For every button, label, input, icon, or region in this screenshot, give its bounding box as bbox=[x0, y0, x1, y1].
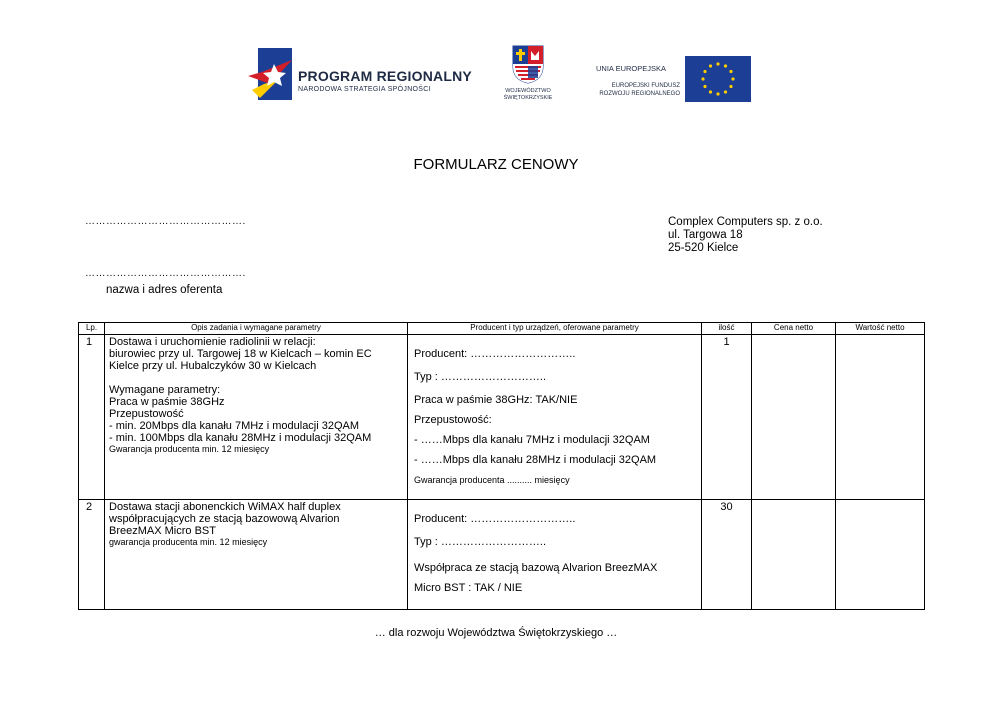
warranty-field[interactable]: Gwarancja producenta .......... miesięcy bbox=[414, 475, 570, 485]
row-producent bbox=[408, 500, 702, 610]
row-cena[interactable] bbox=[752, 335, 836, 500]
recipient-street: ul. Targowa 18 bbox=[668, 229, 743, 241]
opis-line: biurowiec przy ul. Targowej 18 w Kielcach – komin EC bbox=[109, 348, 372, 360]
program-regionalny-logo bbox=[248, 46, 488, 106]
eu-fund-name bbox=[590, 82, 680, 98]
opis-line: gwarancja producenta min. 12 miesięcy bbox=[109, 537, 268, 547]
program-subtitle: NARODOWA STRATEGIA SPÓJNOŚCI bbox=[298, 86, 431, 93]
eu-fund-line-2: ROZWOJU REGIONALNEGO bbox=[599, 91, 680, 97]
recipient-name: Complex Computers sp. z o.o. bbox=[668, 216, 823, 228]
compat-line: Współpraca ze stacją bazową Alvarion BreezMAX bbox=[414, 562, 658, 574]
row-wartosc[interactable] bbox=[836, 335, 925, 500]
region-line-2: ŚWIĘTOKRZYSKIE bbox=[503, 95, 553, 101]
oferent-label: nazwa i adres oferenta bbox=[106, 284, 223, 296]
header-opis: Opis zadania i wymagane parametry bbox=[105, 323, 408, 335]
row-producent bbox=[408, 335, 702, 500]
row-ilosc: 30 bbox=[702, 500, 752, 610]
header-producent: Producent i typ urządzeń, oferowane parametry bbox=[408, 323, 702, 335]
header-lp: Lp. bbox=[79, 323, 105, 335]
opis-line: Kielce przy ul. Hubalczyków 30 w Kielcach bbox=[109, 360, 317, 372]
oferent-address-line: ………………………………………. bbox=[85, 268, 246, 279]
eu-logo bbox=[582, 56, 752, 106]
header-wartosc: Wartość netto bbox=[836, 323, 925, 335]
eu-flag-icon bbox=[685, 56, 751, 102]
typ-field[interactable]: Typ : ……………………….. bbox=[414, 536, 547, 548]
row-opis bbox=[105, 500, 408, 610]
opis-line: - min. 100Mbps dla kanału 28MHz i modulacji 32QAM bbox=[109, 432, 372, 444]
opis-line: Gwarancja producenta min. 12 miesięcy bbox=[109, 444, 270, 454]
table-row bbox=[79, 500, 925, 610]
band-field[interactable]: Praca w paśmie 38GHz: TAK/NIE bbox=[414, 394, 578, 406]
throughput-label: Przepustowość: bbox=[414, 414, 492, 426]
row-cena[interactable] bbox=[752, 500, 836, 610]
opis-line: Przepustowość bbox=[109, 408, 184, 420]
header-cena: Cena netto bbox=[752, 323, 836, 335]
table-header-row bbox=[79, 323, 925, 335]
opis-line: - min. 20Mbps dla kanału 7MHz i modulacji 32QAM bbox=[109, 420, 360, 432]
price-table bbox=[78, 322, 925, 610]
coat-of-arms-icon bbox=[511, 44, 545, 84]
recipient-address bbox=[668, 216, 823, 255]
opis-line: Wymagane parametry: bbox=[109, 384, 221, 396]
footer-slogan: … dla rozwoju Województwa Świętokrzyskiego … bbox=[374, 627, 618, 639]
star-icon bbox=[248, 46, 296, 106]
recipient-city: 25-520 Kielce bbox=[668, 242, 739, 254]
row-lp: 1 bbox=[79, 335, 105, 500]
throughput-7mhz-field[interactable]: - ……Mbps dla kanału 7MHz i modulacji 32QAM bbox=[414, 434, 650, 446]
throughput-28mhz-field[interactable]: - ……Mbps dla kanału 28MHz i modulacji 32QAM bbox=[414, 454, 657, 466]
opis-line: Dostawa stacji abonenckich WiMAX half duplex bbox=[109, 501, 341, 513]
row-ilosc: 1 bbox=[702, 335, 752, 500]
compat-field[interactable]: Micro BST : TAK / NIE bbox=[414, 582, 523, 594]
opis-line: Dostawa i uruchomienie radiolinii w relacji: bbox=[109, 336, 316, 348]
oferent-name-line: ………………………………………. bbox=[85, 216, 246, 227]
row-wartosc[interactable] bbox=[836, 500, 925, 610]
eu-fund-line-1: EUROPEJSKI FUNDUSZ bbox=[611, 83, 680, 89]
document-title: FORMULARZ CENOWY bbox=[413, 156, 579, 173]
row-lp: 2 bbox=[79, 500, 105, 610]
producent-field[interactable]: Producent: ……………………….. bbox=[414, 348, 576, 360]
region-name bbox=[502, 88, 554, 102]
eu-title: UNIA EUROPEJSKA bbox=[596, 64, 667, 73]
producent-field[interactable]: Producent: ……………………….. bbox=[414, 513, 576, 525]
opis-line: BreezMAX Micro BST bbox=[109, 525, 216, 537]
region-logo bbox=[502, 44, 554, 112]
opis-line: Praca w paśmie 38GHz bbox=[109, 396, 225, 408]
opis-line: współpracujących ze stacją bazowową Alvarion bbox=[109, 513, 340, 525]
row-opis bbox=[105, 335, 408, 500]
table-row bbox=[79, 335, 925, 500]
typ-field[interactable]: Typ : ……………………….. bbox=[414, 371, 547, 383]
header-ilosc: ilość bbox=[702, 323, 752, 335]
region-line-1: WOJEWÓDZTWO bbox=[505, 88, 551, 94]
program-title: PROGRAM REGIONALNY bbox=[298, 68, 472, 84]
